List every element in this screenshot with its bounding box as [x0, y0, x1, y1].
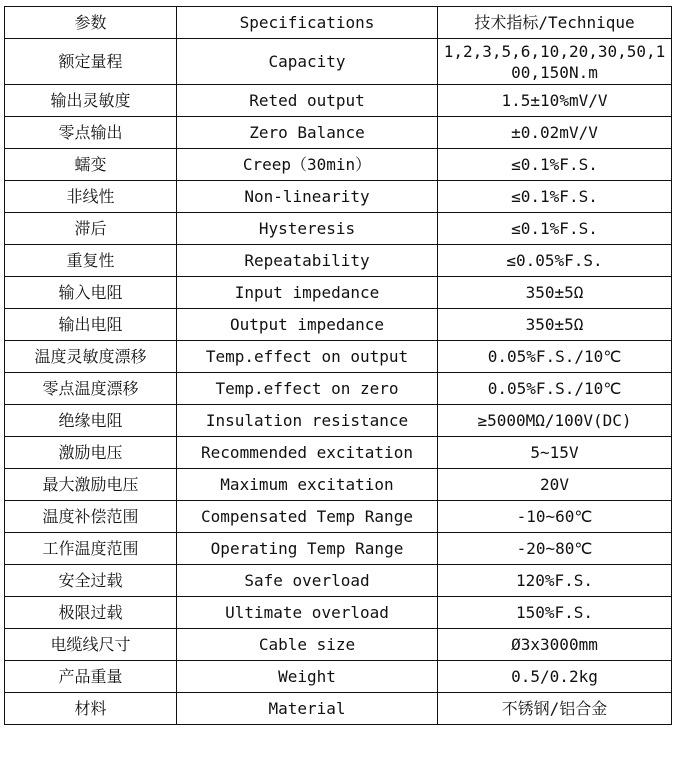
- table-row: [5, 597, 672, 629]
- param-en: Weight: [177, 661, 438, 693]
- param-value: ≤0.1%F.S.: [438, 149, 672, 181]
- param-en: Hysteresis: [177, 213, 438, 245]
- param-cn: 产品重量: [5, 661, 177, 693]
- table-row: [5, 181, 672, 213]
- param-value: ≤0.1%F.S.: [438, 213, 672, 245]
- param-en: Output impedance: [177, 309, 438, 341]
- table-row: [5, 437, 672, 469]
- param-value: 120%F.S.: [438, 565, 672, 597]
- table-row: [5, 85, 672, 117]
- param-value: 0.05%F.S./10℃: [438, 373, 672, 405]
- param-en: Zero Balance: [177, 117, 438, 149]
- param-value: 不锈钢/铝合金: [438, 693, 672, 725]
- table-row: [5, 117, 672, 149]
- param-cn: 材料: [5, 693, 177, 725]
- param-value: 350±5Ω: [438, 309, 672, 341]
- table-row: [5, 277, 672, 309]
- param-value: Ø3x3000mm: [438, 629, 672, 661]
- param-cn: 额定量程: [5, 39, 177, 85]
- table-row: [5, 341, 672, 373]
- param-en: Non-linearity: [177, 181, 438, 213]
- table-row: [5, 373, 672, 405]
- param-en: Safe overload: [177, 565, 438, 597]
- param-en: Compensated Temp Range: [177, 501, 438, 533]
- table-row: [5, 565, 672, 597]
- table-row: [5, 245, 672, 277]
- param-value: ±0.02mV/V: [438, 117, 672, 149]
- param-cn: 蠕变: [5, 149, 177, 181]
- table-header-row: [5, 7, 672, 39]
- param-cn: 温度灵敏度漂移: [5, 341, 177, 373]
- table-row: [5, 629, 672, 661]
- param-en: Insulation resistance: [177, 405, 438, 437]
- param-value: 0.05%F.S./10℃: [438, 341, 672, 373]
- param-en: Recommended excitation: [177, 437, 438, 469]
- header-technique: 技术指标/Technique: [438, 7, 672, 39]
- param-cn: 非线性: [5, 181, 177, 213]
- param-en: Reted output: [177, 85, 438, 117]
- param-cn: 重复性: [5, 245, 177, 277]
- table-row: [5, 39, 672, 85]
- param-en: Repeatability: [177, 245, 438, 277]
- table-row: [5, 405, 672, 437]
- param-en: Maximum excitation: [177, 469, 438, 501]
- param-en: Material: [177, 693, 438, 725]
- table-row: [5, 213, 672, 245]
- specification-table: [4, 6, 672, 725]
- specification-sheet: [4, 6, 671, 725]
- param-value: 150%F.S.: [438, 597, 672, 629]
- param-cn: 安全过载: [5, 565, 177, 597]
- param-value: -10~60℃: [438, 501, 672, 533]
- table-row: [5, 309, 672, 341]
- header-parameter-cn: 参数: [5, 7, 177, 39]
- param-en: Creep（30min）: [177, 149, 438, 181]
- param-cn: 输出灵敏度: [5, 85, 177, 117]
- param-en: Cable size: [177, 629, 438, 661]
- param-value: ≥5000MΩ/100V(DC): [438, 405, 672, 437]
- param-value: 1.5±10%mV/V: [438, 85, 672, 117]
- param-value: 0.5/0.2kg: [438, 661, 672, 693]
- param-value: 5~15V: [438, 437, 672, 469]
- table-row: [5, 469, 672, 501]
- table-row: [5, 661, 672, 693]
- param-cn: 输出电阻: [5, 309, 177, 341]
- param-cn: 电缆线尺寸: [5, 629, 177, 661]
- param-cn: 工作温度范围: [5, 533, 177, 565]
- table-row: [5, 149, 672, 181]
- param-cn: 滞后: [5, 213, 177, 245]
- param-value: ≤0.1%F.S.: [438, 181, 672, 213]
- param-value: 350±5Ω: [438, 277, 672, 309]
- param-en: Temp.effect on zero: [177, 373, 438, 405]
- param-value: 1,2,3,5,6,10,20,30,50,100,150N.m: [438, 39, 672, 85]
- param-en: Capacity: [177, 39, 438, 85]
- param-value: ≤0.05%F.S.: [438, 245, 672, 277]
- param-value: -20~80℃: [438, 533, 672, 565]
- table-row: [5, 501, 672, 533]
- param-en: Temp.effect on output: [177, 341, 438, 373]
- param-cn: 激励电压: [5, 437, 177, 469]
- param-cn: 极限过载: [5, 597, 177, 629]
- param-cn: 输入电阻: [5, 277, 177, 309]
- param-cn: 最大激励电压: [5, 469, 177, 501]
- header-specifications: Specifications: [177, 7, 438, 39]
- param-value: 20V: [438, 469, 672, 501]
- param-en: Ultimate overload: [177, 597, 438, 629]
- param-en: Operating Temp Range: [177, 533, 438, 565]
- param-cn: 温度补偿范围: [5, 501, 177, 533]
- table-row: [5, 693, 672, 725]
- table-row: [5, 533, 672, 565]
- param-en: Input impedance: [177, 277, 438, 309]
- param-cn: 零点输出: [5, 117, 177, 149]
- param-cn: 绝缘电阻: [5, 405, 177, 437]
- param-cn: 零点温度漂移: [5, 373, 177, 405]
